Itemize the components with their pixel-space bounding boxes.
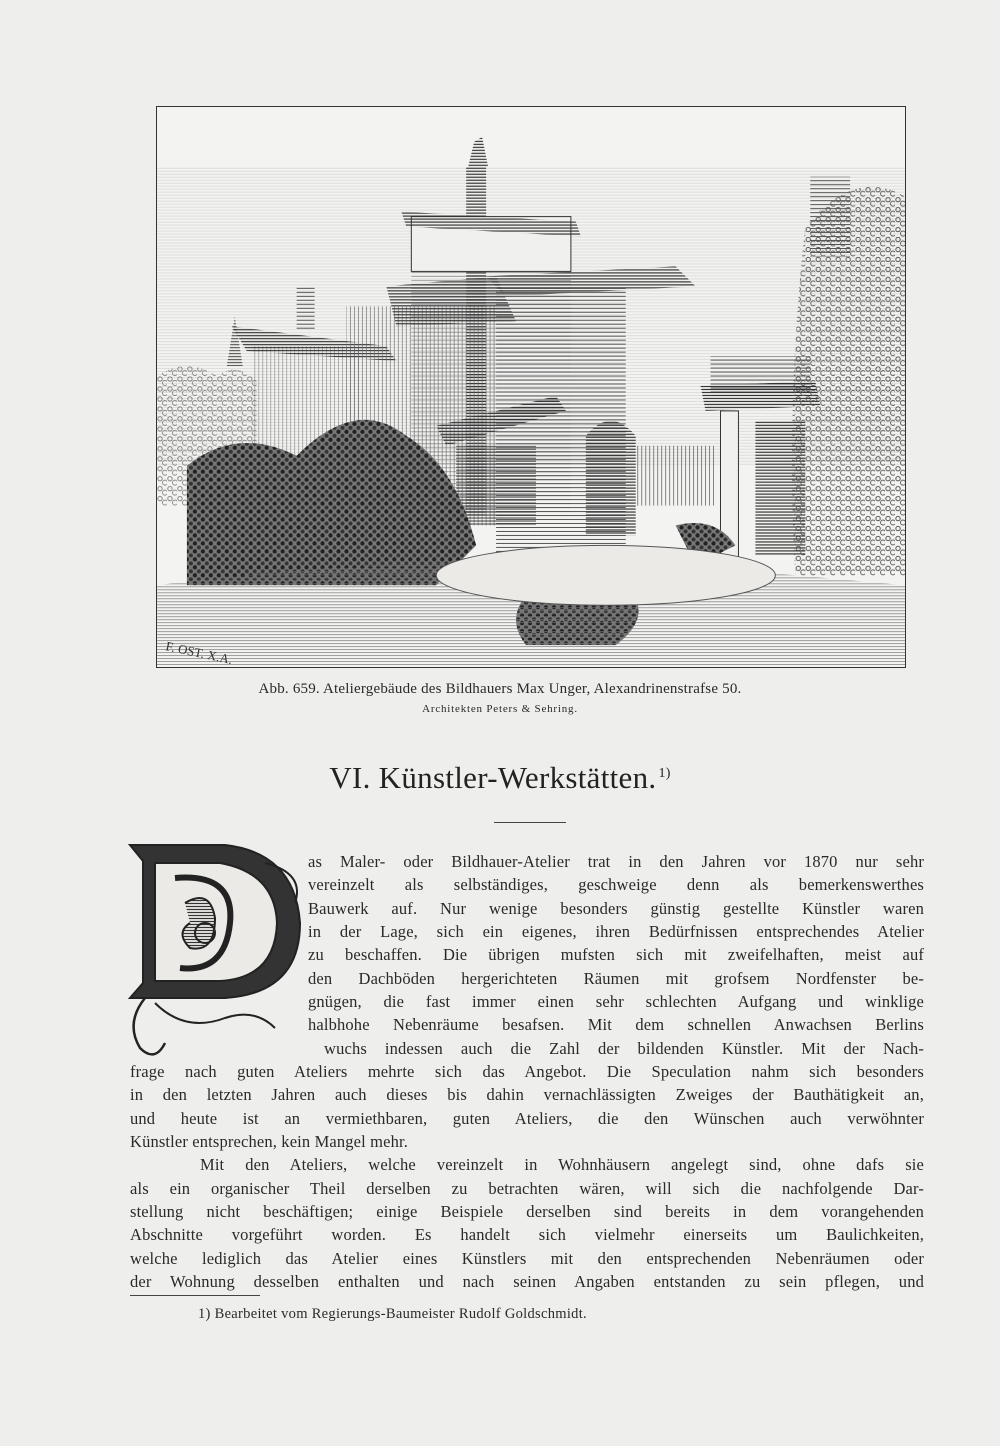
body-line: Abschnitte vorgeführt worden. Es handelt sich vielmehr einerseits um Baulichkeiten, [130,1225,924,1244]
initial-letter: D [195,953,196,954]
body-line: der Wohnung desselben enthalten und nach seinen Angaben entstanden zu sein pflegen, und [130,1272,924,1291]
section-title: VI. Künstler-Werkstätten. [329,760,657,795]
body-line: und heute ist an vermiethbaren, guten Ateliers, die den Wünschen auch verwöhnter [130,1109,924,1128]
body-line: als ein organischer Theil derselben zu betrachten wären, will sich die nachfolgende Dar- [130,1179,924,1198]
figure-caption: Abb. 659. Ateliergebäude des Bildhauers Max Unger, Alexandrinenstrafse 50. [258,681,742,697]
body-line: frage nach guten Ateliers mehrte sich das Angebot. Die Speculation nahm sich besonders [130,1062,924,1081]
body-line: Mit den Ateliers, welche vereinzelt in Wohnhäusern angelegt sind, ohne dafs sie [200,1155,924,1174]
footnote-divider [130,1295,260,1296]
body-line: Künstler entsprechen, kein Mangel mehr. [130,1132,409,1151]
body-line: zu beschaffen. Die übrigen mufsten sich mit zweifelhaften, meist auf [308,945,924,964]
footnote: 1) Bearbeitet vom Regierungs-Baumeister Rudolf Goldschmidt. [198,1306,587,1322]
body-line: den Dachböden hergerichteten Räumen mit grofsem Nordfenster be- [308,969,924,988]
body-line: stellung nicht beschäftigen; einige Beispiele derselben sind bereits in dem vorangehenden [130,1202,924,1221]
body-line: vereinzelt als selbständiges, geschweige denn als bemerkenswerthes [308,875,924,894]
engraving-atelier-building-icon [157,107,905,667]
heading-divider [494,822,566,823]
section-heading [0,760,1000,796]
body-line: gnügen, die fast immer einen sehr schlechten Aufgang und winklige [308,992,924,1011]
body-line: as Maler- oder Bildhauer-Atelier trat in den Jahren vor 1870 nur sehr [308,852,924,871]
figure-credit: Architekten Peters & Sehring. [422,703,578,715]
ornamental-initial-d-icon [115,833,315,1063]
body-line: Bauwerk auf. Nur wenige besonders günstig gestellte Künstler waren [308,899,924,918]
artist-signature: F. OST. X.A. [164,638,234,667]
figure-illustration [156,106,906,668]
body-line: welche lediglich das Atelier eines Künstlers mit den entsprechenden Nebenräumen oder [130,1249,924,1268]
body-line: in der Lage, sich ein eigenes, ihren Bedürfnissen entsprechendes Atelier [308,922,924,941]
body-line: in den letzten Jahren auch dieses bis dahin vernachlässigten Zweiges der Bauthätigkeit an, [130,1085,924,1104]
body-line: halbhohe Nebenräume besafsen. Mit dem schnellen Anwachsen Berlins [308,1015,924,1034]
footnote-mark: 1) [658,765,671,781]
body-line: wuchs indessen auch die Zahl der bildenden Künstler. Mit der Nach- [324,1039,924,1058]
